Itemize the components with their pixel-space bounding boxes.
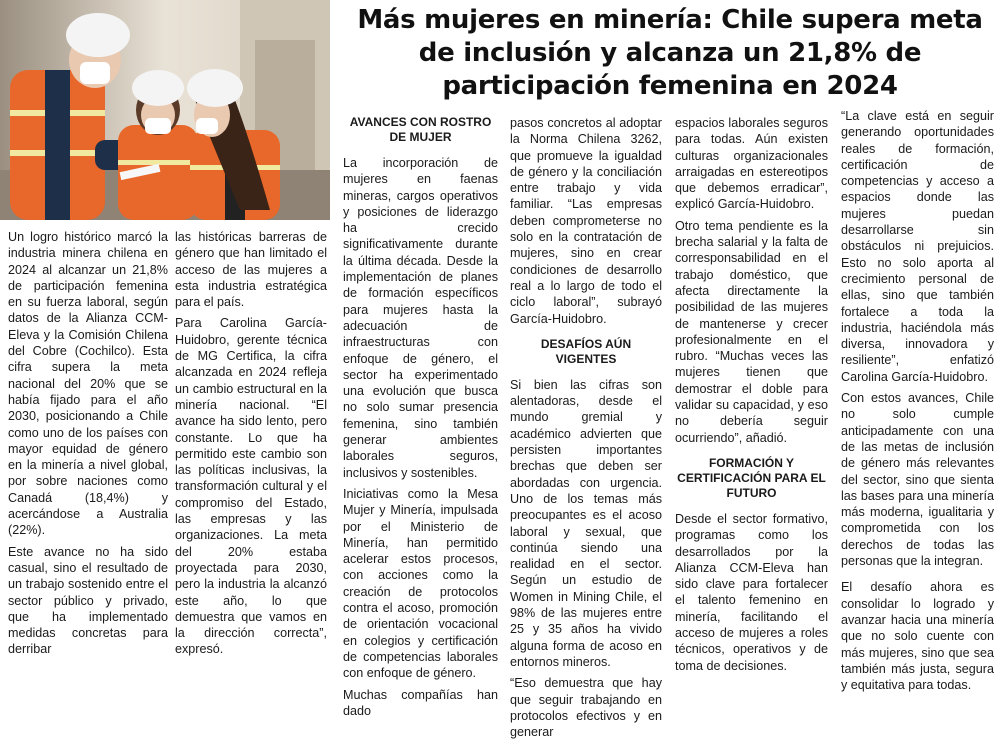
paragraph: Desde el sector formativo, programas como los desarrollados por la Alianza CCM-Eleva han sido clave para fortalecer el talento femenino en minería, facilitando el acceso de mujeres a roles técnicos, operativos y de toma de decisiones. <box>675 511 828 673</box>
paragraph: Este avance no ha sido casual, sino el resultado de un trabajo sostenido entre el sector público y privado, que ha implementado medidas concretas para derribar <box>8 544 168 657</box>
column-5 <box>675 115 828 679</box>
paragraph: Iniciativas como la Mesa Mujer y Minería, impulsada por el Ministerio de Minería, han permitido acelerar estos procesos, con acciones como la creación de protocolos contra el acoso, promoción de orientación vocacional en colegios y certificación de competencias laborales con enfoque de género. <box>343 486 498 681</box>
paragraph: La incorporación de mujeres en faenas mineras, cargos operativos y posiciones de liderazgo ha crecido significativamente durante la última década. Desde la implementación de planes de formación específicos para mujeres hasta la adecuación de infraestructuras con enfoque de género, el sector ha experimentado una evolución que busca no solo sumar presencia femenina, sino también generar ambientes laborales seguros, inclusivos y sostenibles. <box>343 156 498 480</box>
paragraph: Para Carolina García-Huidobro, gerente técnica de MG Certifica, la cifra alcanzada en 2024 refleja un cambio estructural en la minería nacional. “El avance ha sido lento, pero constante. Lo que ha permitido este cambio son las políticas inclusivas, la transformación cultural y el compromiso del Estado, las empresas y las organizaciones. La meta del 20% estaba proyectada para 2030, pero la industria la alcanzó este año, lo que demuestra que vamos en la dirección correcta”, expresó. <box>175 316 327 657</box>
column-4 <box>510 115 662 745</box>
mining-workers-illustration <box>0 0 330 220</box>
paragraph: Con estos avances, Chile no solo cumple anticipadamente con una de las metas de inclusión de género más relevantes del sector, sino que sienta las bases para una minería más moderna, igualitaria y comprometida con los derechos de todas las personas que la integran. <box>841 391 994 569</box>
paragraph: espacios laborales seguros para todas. Aún existen culturas organizacionales arraigadas en estereotipos que debemos erradicar”, explicó García-Huidobro. <box>675 116 828 212</box>
paragraph: pasos concretos al adoptar la Norma Chilena 3262, que promueve la igualdad de género y la conciliación entre trabajo y vida familiar. “Las empresas deben comprometerse no solo en la contratación de mujeres, sino en crear condiciones de desarrollo real a lo largo de todo el ciclo laboral”, subrayó García-Huidobro. <box>510 116 662 326</box>
column-3 <box>343 115 498 724</box>
subheading-avances: AVANCES CON ROSTRO DE MUJER <box>349 115 492 144</box>
paragraph: Si bien las cifras son alentadoras, desde el mundo gremial y académico advierten que persisten importantes brechas que deben ser abordadas con urgencia. Uno de los temas más preocupantes es el acoso laboral y sexual, que continúa siendo una realidad en el sector. Según un estudio de Women in Mining Chile, el 98% de las mujeres entre 25 y 35 años ha vivido alguna forma de acoso en entornos mineros. <box>510 377 662 669</box>
subheading-desafios: DESAFÍOS AÚN VIGENTES <box>540 336 632 366</box>
column-1 <box>8 229 168 663</box>
column-6 <box>841 108 994 698</box>
paragraph: las históricas barreras de género que han limitado el acceso de las mujeres a esta industria estratégica para el país. <box>175 230 327 310</box>
paragraph: Muchas compañías han dado <box>343 687 498 718</box>
paragraph: “La clave está en seguir generando oportunidades reales de formación, certificación de competencias y acceso a espacios donde las mujeres puedan desarrollarse sin obstáculos ni prejuicios. Esto no solo aporta al crecimiento personal de ellas, sino que también fortalece a toda la industria, haciéndola más diversa, innovadora y resiliente”, enfatizó Carolina García-Huidobro. <box>841 109 994 384</box>
paragraph: Un logro histórico marcó la industria minera chilena en 2024 al alcanzar un 21,8% de participación femenina en su fuerza laboral, según datos de la Alianza CCM-Eleva y la Comisión Chilena del Cobre (Cochilco). Esta cifra supera la meta nacional del 20% que se había fijado para el año 2030, posicionando a Chile como uno de los países con mayor equidad de género en la minería a nivel global, por sobre naciones como Canadá (18,4%) y acercándose a Australia (22%). <box>8 230 168 538</box>
paragraph: El desafío ahora es consolidar lo logrado y avanzar hacia una minería que no solo cuente con más mujeres, sino que sea también más justa, segura y equitativa para todas. <box>841 580 994 693</box>
article-photo <box>0 0 330 220</box>
subheading-formacion: FORMACIÓN Y CERTIFICACIÓN PARA EL FUTURO <box>677 455 826 500</box>
article-headline: Más mujeres en minería: Chile supera meta de inclusión y alcanza un 21,8% de participación femenina en 2024 <box>357 5 983 101</box>
column-2 <box>175 229 327 663</box>
paragraph: Otro tema pendiente es la brecha salarial y la falta de corresponsabilidad en el trabajo doméstico, que afecta directamente la posibilidad de las mujeres de mantenerse y crecer profesionalmente en el rubro. “Muchas veces las mujeres tienen que demostrar el doble para validar su capacidad, y eso no debería seguir ocurriendo”, añadió. <box>675 218 828 445</box>
paragraph: “Eso demuestra que hay que seguir trabajando en protocolos efectivos y en generar <box>510 676 662 740</box>
